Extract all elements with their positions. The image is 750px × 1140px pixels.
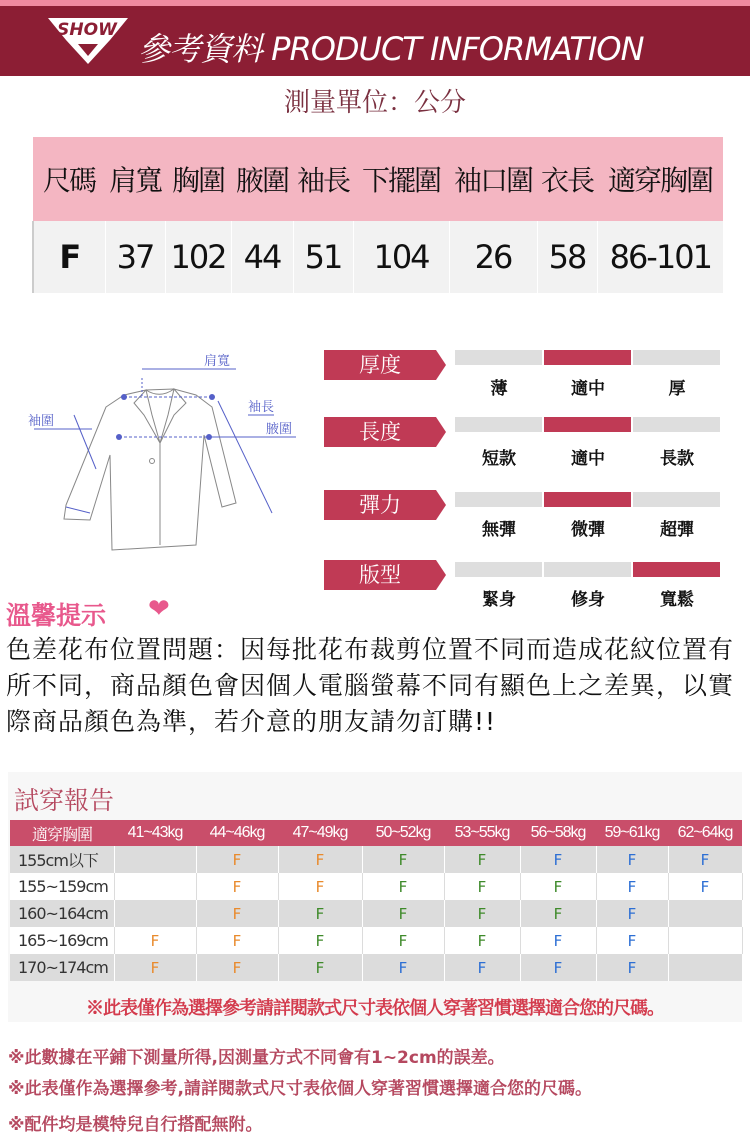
attr-tag-fit: 版型 [324,560,436,590]
table-cell: F [196,846,278,873]
bar-option-label: 長款 [660,449,694,469]
table-cell: 86-101 [597,221,723,293]
report-corner-header: 適穿胸圍 [10,820,114,846]
attr-arrow [436,560,446,590]
table-cell: F [596,927,668,954]
table-cell: F [668,873,742,900]
report-table [10,820,743,981]
note-accessories: ※配件均是模特兒自行搭配無附。 [8,1115,263,1135]
col-header: 適穿胸圍 [597,137,723,221]
label-shoulder: 肩寬 [204,354,231,369]
bar-option-label: 短款 [482,449,516,469]
jacket-outline [64,389,236,550]
bar-segment [455,562,542,577]
note-measurement: ※此數據在平鋪下測量所得,因測量方式不同會有1~2cm的誤差。 [8,1048,505,1068]
table-cell: F [444,954,520,981]
report-note: ※此表僅作為選擇參考請詳閱款式尺寸表依個人穿著習慣選擇適合您的尺碼。 [86,998,664,1019]
note-reference: ※此表僅作為選擇參考,請詳閱款式尺寸表依個人穿著習慣選擇適合您的尺碼。 [8,1079,592,1099]
size-table-header [33,137,723,221]
bar-segment [633,417,720,432]
table-row [10,954,742,981]
col-header: 腋圍 [231,137,293,221]
table-cell: F [196,927,278,954]
bar-option-label: 微彈 [571,520,605,540]
report-header-row [10,820,742,846]
col-header: 尺碼 [33,137,105,221]
bar-option-label: 無彈 [482,520,516,540]
table-cell: F [278,954,362,981]
table-cell: F [520,954,596,981]
bar-segment-selected [544,417,631,432]
heart-icon: ❤ [148,594,170,624]
table-cell: F [444,900,520,927]
table-cell: F [520,927,596,954]
col-header: 50~52kg [362,820,444,846]
label-cuff: 袖圍 [28,414,55,429]
attr-arrow [436,417,446,447]
col-header: 袖口圍 [449,137,537,221]
bar-option-label: 適中 [571,449,605,469]
table-cell: F [196,954,278,981]
bar-option-label: 厚 [668,379,686,399]
bar-option-label: 超彈 [660,520,694,540]
attr-tag-elasticity: 彈力 [324,490,436,520]
table-cell [668,927,742,954]
table-cell: F [362,927,444,954]
table-cell: F [196,900,278,927]
table-cell: F [520,846,596,873]
table-cell: 102 [165,221,231,293]
label-armpit: 腋圍 [266,422,293,437]
attr-tag-length: 長度 [324,417,436,447]
row-header: 155cm以下 [10,846,114,873]
table-row [10,846,742,873]
row-header: 170~174cm [10,954,114,981]
bar-segment-selected [633,562,720,577]
table-cell: F [362,873,444,900]
table-row [10,873,742,900]
table-cell: 104 [353,221,449,293]
table-cell: 44 [231,221,293,293]
table-cell: F [444,873,520,900]
bar-segment [633,350,720,365]
bar-option-label: 適中 [571,379,605,399]
table-cell: F [278,900,362,927]
table-cell: 58 [537,221,597,293]
size-table [32,137,723,293]
row-header: 160~164cm [10,900,114,927]
bar-option-label: 薄 [490,379,508,399]
table-cell: F [362,900,444,927]
attr-tag-thickness: 厚度 [324,350,436,380]
col-header: 胸圍 [165,137,231,221]
attr-arrow [436,350,446,380]
bar-option-label: 緊身 [482,590,516,610]
col-header: 44~46kg [196,820,278,846]
col-header: 袖長 [293,137,353,221]
table-cell: F [444,846,520,873]
row-header: 155~159cm [10,873,114,900]
table-cell: F [114,927,196,954]
table-cell [668,954,742,981]
table-row [10,900,742,927]
table-cell: F [278,873,362,900]
table-cell: F [596,900,668,927]
table-cell: F [33,221,105,293]
table-cell: F [196,873,278,900]
table-cell [114,846,196,873]
table-row [10,927,742,954]
table-cell: F [444,927,520,954]
table-cell: F [520,873,596,900]
bar-option-label: 寬鬆 [660,590,694,610]
table-cell [114,900,196,927]
table-cell: F [278,927,362,954]
table-cell: F [596,873,668,900]
table-cell: F [362,954,444,981]
tips-title: 溫馨提示 [6,601,107,630]
table-cell: F [362,846,444,873]
page-title: 參考資料 PRODUCT INFORMATION [138,30,644,68]
table-cell [668,900,742,927]
col-header: 肩寬 [105,137,165,221]
col-header: 62~64kg [668,820,742,846]
col-header: 56~58kg [520,820,596,846]
table-cell: F [668,846,742,873]
col-header: 59~61kg [596,820,668,846]
tips-body: 色差花布位置問題：因每批花布裁剪位置不同而造成花紋位置有所不同，商品顏色會因個人電腦螢幕不同有顯色上之差異，以實際商品顏色為準，若介意的朋友請勿訂購!! [6,635,735,736]
table-cell: F [114,954,196,981]
table-cell: F [520,900,596,927]
bar-segment-selected [544,350,631,365]
attr-arrow [436,490,446,520]
bar-segment [633,492,720,507]
table-cell [114,873,196,900]
table-cell: 37 [105,221,165,293]
col-header: 下擺圍 [353,137,449,221]
unit-label: 測量單位：公分 [283,88,466,118]
label-sleeve: 袖長 [248,400,275,415]
report-title: 試穿報告 [14,786,115,815]
bar-segment-selected [544,492,631,507]
measure-lines [34,369,296,513]
jacket-measurement-diagram [24,345,314,560]
bar-segment [544,562,631,577]
bar-segment [455,492,542,507]
table-cell: 26 [449,221,537,293]
col-header: 衣長 [537,137,597,221]
table-cell: F [278,846,362,873]
bar-segment [455,350,542,365]
bar-segment [455,417,542,432]
table-cell: F [596,846,668,873]
col-header: 41~43kg [114,820,196,846]
bar-option-label: 修身 [571,590,605,610]
table-cell: 51 [293,221,353,293]
table-row [33,221,723,293]
col-header: 47~49kg [278,820,362,846]
row-header: 165~169cm [10,927,114,954]
table-cell: F [596,954,668,981]
show-label: SHOW [57,20,117,40]
col-header: 53~55kg [444,820,520,846]
